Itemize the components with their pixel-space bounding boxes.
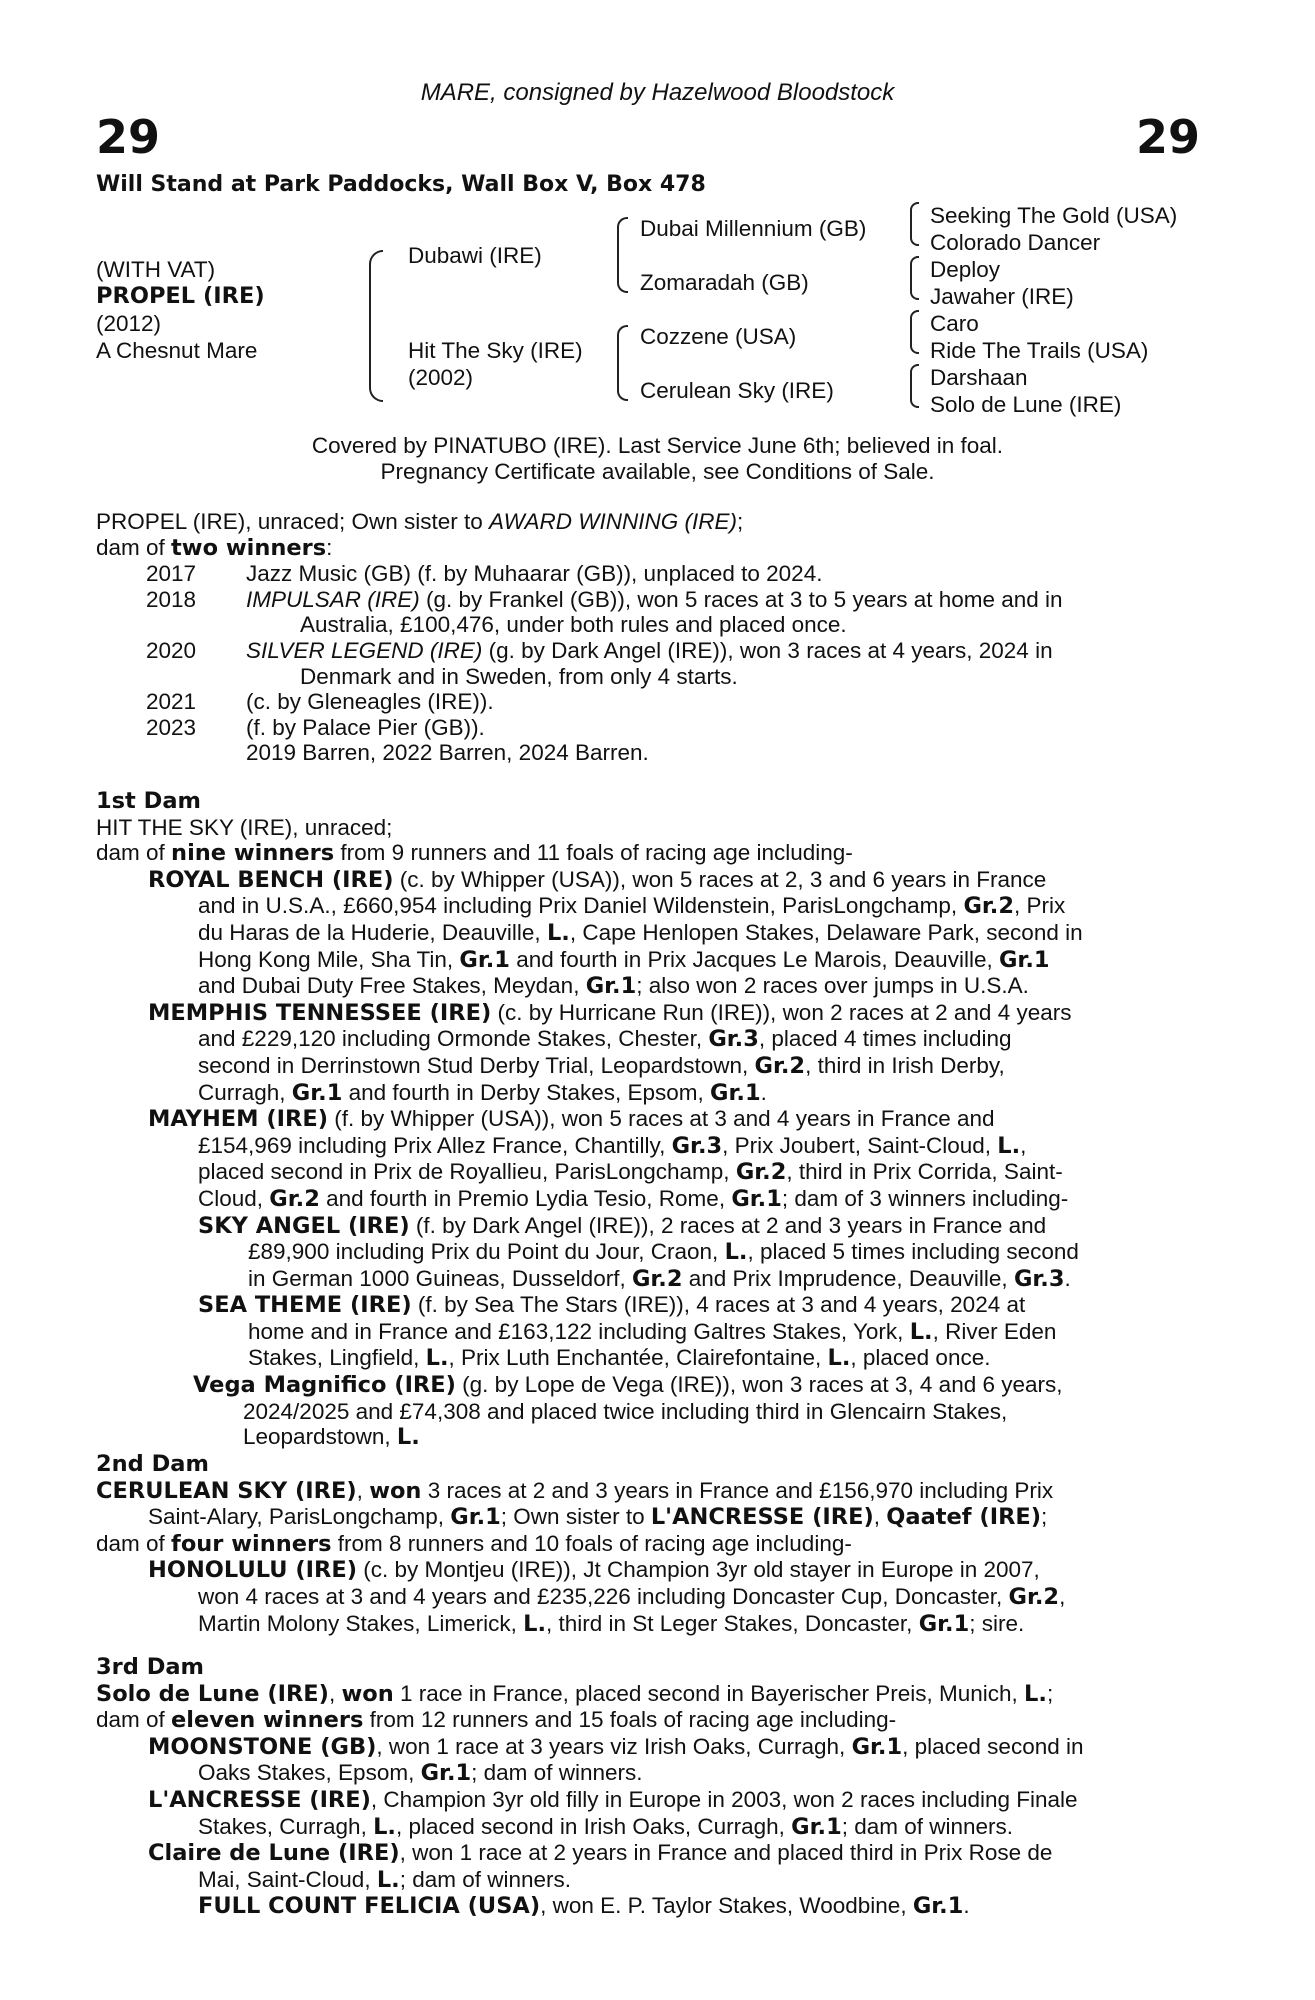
foal-2020: 2020 SILVER LEGEND (IRE) (g. by Dark Angel (IRE)), won 3 races at 4 years, 2024 in: [146, 637, 1053, 663]
propel-section: [96, 509, 1206, 766]
first-dam-line-1: HIT THE SKY (IRE), unraced;: [96, 814, 393, 840]
horse-description: A Chesnut Mare: [96, 338, 258, 363]
foal-2023: 2023 (f. by Palace Pier (GB)).: [146, 714, 485, 740]
third-dam-heading: 3rd Dam: [96, 1654, 204, 1680]
second-dam-line-2: Saint-Alary, ParisLongchamp, Gr.1; Own sister to L'ANCRESSE (IRE), Qaatef (IRE);: [148, 1504, 1048, 1531]
third-dam-section: 3rd Dam Solo de Lune (IRE), won 1 race in France, placed second in Bayerischer Preis, Munich, L.; dam of eleven winners from 12 runners and 15 foals of racing age including- MOONSTONE (GB), won 1 race at 3 years viz Irish Oaks, Curragh, Gr.1, placed second in Oaks Stakes, Epsom, Gr.1; dam of winners. L'ANCRESSE (IRE), Champion 3yr old filly in Europe in 2003, won 2 races including Finale Stakes, Curragh, L., placed second in Irish Oaks, Curragh, Gr.1; dam of winners. Claire de Lune (IRE), won 1 race at 2 years in France and placed third in Prix Rose de Mai, Saint-Cloud, L.; dam of winners. FULL COUNT FELICIA (USA), won E. P. Taylor Stakes, Woodbine, Gr.1.: [96, 1655, 1206, 1920]
foal-2020-cont: Denmark and in Sweden, from only 4 starts.: [300, 663, 738, 689]
ggp-2: Colorado Dancer: [930, 230, 1101, 255]
ggp-3: Deploy: [930, 257, 1001, 282]
covered-line-2: Pregnancy Certificate available, see Conditions of Sale.: [380, 458, 935, 484]
lot-number-right: 29: [1135, 110, 1200, 164]
foal-2018-cont: Australia, £100,476, under both rules and placed once.: [300, 612, 847, 638]
sire: Dubawi (IRE): [408, 243, 542, 268]
propel-line-1: PROPEL (IRE), unraced; Own sister to AWARD WINNING (IRE);: [96, 509, 744, 534]
consignor-line: MARE, consigned by Hazelwood Bloodstock: [420, 79, 895, 106]
third-dam-line-2: dam of eleven winners from 12 runners and 15 foals of racing age including-: [96, 1707, 897, 1734]
ggp-4: Jawaher (IRE): [930, 284, 1074, 309]
foal-2018: 2018 IMPULSAR (IRE) (g. by Frankel (GB)), won 5 races at 3 to 5 years at home and in: [146, 586, 1063, 612]
claire-de-lune-entry: Claire de Lune (IRE), won 1 race at 2 years in France and placed third in Prix Rose de: [148, 1840, 1053, 1867]
covered-line-1: Covered by PINATUBO (IRE). Last Service June 6th; believed in foal.: [311, 433, 1004, 458]
covered-note: [0, 433, 1315, 484]
lot-number-left: 29: [96, 110, 161, 164]
gg-brace-1: [910, 202, 919, 246]
sire-brace: [617, 217, 628, 293]
ggp-8: Solo de Lune (IRE): [930, 392, 1122, 417]
moonstone-entry: MOONSTONE (GB), won 1 race at 3 years viz Irish Oaks, Curragh, Gr.1, placed second in: [148, 1733, 1084, 1760]
barren-years: 2019 Barren, 2022 Barren, 2024 Barren.: [246, 740, 649, 766]
gg-brace-3: [910, 310, 919, 354]
propel-line-2: dam of two winners:: [96, 534, 333, 561]
lancresse-entry: L'ANCRESSE (IRE), Champion 3yr old filly in Europe in 2003, won 2 races including Finale: [148, 1786, 1078, 1813]
horse-year: (2012): [96, 311, 162, 336]
ggp-5: Caro: [930, 311, 979, 336]
honolulu-entry: HONOLULU (IRE) (c. by Montjeu (IRE)), Jt Champion 3yr old stayer in Europe in 2007,: [148, 1557, 1040, 1584]
full-count-felicia-entry: FULL COUNT FELICIA (USA), won E. P. Taylor Stakes, Woodbine, Gr.1.: [198, 1893, 970, 1920]
foal-2017: 2017 Jazz Music (GB) (f. by Muhaarar (GB)), unplaced to 2024.: [146, 561, 823, 587]
sea-theme-entry: SEA THEME (IRE) (f. by Sea The Stars (IRE)), 4 races at 3 and 4 years, 2024 at: [198, 1292, 1026, 1319]
second-dam-line-1: CERULEAN SKY (IRE), won 3 races at 2 and 3 years in France and £156,970 including Prix: [96, 1477, 1054, 1504]
sire-dam: Zomaradah (GB): [640, 270, 809, 295]
vega-magnifico-entry: Vega Magnifico (IRE) (g. by Lope de Vega (IRE)), won 3 races at 3, 4 and 6 years,: [193, 1372, 1063, 1399]
first-dam-heading: 1st Dam: [96, 788, 201, 814]
sire-sire: Dubai Millennium (GB): [640, 216, 867, 241]
vat-label: (WITH VAT): [96, 257, 216, 282]
sky-angel-entry: SKY ANGEL (IRE) (f. by Dark Angel (IRE)), 2 races at 2 and 3 years in France and: [198, 1212, 1047, 1239]
first-dam-line-2: dam of nine winners from 9 runners and 11 foals of racing age including-: [96, 840, 853, 867]
foal-2021: 2021 (c. by Gleneagles (IRE)).: [146, 689, 494, 715]
second-dam-section: 2nd Dam CERULEAN SKY (IRE), won 3 races at 2 and 3 years in France and £156,970 including Prix Saint-Alary, ParisLongchamp, Gr.1; Own sister to L'ANCRESSE (IRE), Qaatef (IRE); dam of four winners from 8 runners and 10 foals of racing age including- HONOLULU (IRE) (c. by Montjeu (IRE)), Jt Champion 3yr old stayer in Europe in 2007, won 4 races at 3 and 4 years and £235,226 including Doncaster Cup, Doncaster, Gr.2, Martin Molony Stakes, Limerick, L., third in St Leger Stakes, Doncaster, Gr.1; sire.: [96, 1452, 1206, 1637]
third-dam-line-1: Solo de Lune (IRE), won 1 race in France, placed second in Bayerischer Preis, Munich, L.;: [96, 1680, 1054, 1707]
ggp-7: Darshaan: [930, 365, 1028, 390]
dam-year: (2002): [408, 365, 474, 390]
second-dam-line-3: dam of four winners from 8 runners and 10 foals of racing age including-: [96, 1530, 852, 1557]
gg-brace-2: [910, 256, 919, 300]
dam-brace: [617, 325, 628, 401]
mayhem-entry: MAYHEM (IRE) (f. by Whipper (USA)), won 5 races at 3 and 4 years in France and: [148, 1106, 995, 1133]
memphis-tennessee-entry: MEMPHIS TENNESSEE (IRE) (c. by Hurricane Run (IRE)), won 2 races at 2 and 4 years: [148, 999, 1072, 1026]
gg-brace-4: [910, 364, 919, 408]
first-dam-section: 1st Dam HIT THE SKY (IRE), unraced; dam of nine winners from 9 runners and 11 foals of racing age including- ROYAL BENCH (IRE) (c. by Whipper (USA)), won 5 races at 2, 3 and 6 years in France and in U.S.A., £660,954 including Prix Daniel Wildenstein, ParisLongchamp, Gr.2, Prix du Haras de la Huderie, Deauville, L., Cape Henlopen Stakes, Delaware Park, second in Hong Kong Mile, Sha Tin, Gr.1 and fourth in Prix Jacques Le Marois, Deauville, Gr.1 and Dubai Duty Free Stakes, Meydan, Gr.1; also won 2 races over jumps in U.S.A. MEMPHIS TENNESSEE (IRE) (c. by Hurricane Run (IRE)), won 2 races at 2 and 4 years and £229,120 including Ormonde Stakes, Chester, Gr.3, placed 4 times including second in Derrinstown Stud Derby Trial, Leopardstown, Gr.2, third in Irish Derby, Curragh, Gr.1 and fourth in Derby Stakes, Epsom, Gr.1. MAYHEM (IRE) (f. by Whipper (USA)), won 5 races at 3 and 4 years in France and £154,969 including Prix Allez France, Chantilly, Gr.3, Prix Joubert, Saint-Cloud, L., placed second in Prix de Royallieu, ParisLongchamp, Gr.2, third in Prix Corrida, Saint- Cloud, Gr.2 and fourth in Premio Lydia Tesio, Rome, Gr.1; dam of 3 winners including- SKY ANGEL (IRE) (f. by Dark Angel (IRE)), 2 races at 2 and 3 years in France and £89,900 including Prix du Point du Jour, Craon, L., placed 5 times including second in German 1000 Guineas, Dusseldorf, Gr.2 and Prix Imprudence, Deauville, Gr.3. SEA THEME (IRE) (f. by Sea The Stars (IRE)), 4 races at 3 and 4 years, 2024 at home and in France and £163,122 including Galtres Stakes, York, L., River Eden Stakes, Lingfield, L., Prix Luth Enchantée, Clairefontaine, L., placed once. Vega Magnifico (IRE) (g. by Lope de Vega (IRE)), won 3 races at 3, 4 and 6 years, 2024/2025 and £74,308 and placed twice including third in Glencairn Stakes, Leopardstown, L.: [96, 789, 1206, 1451]
horse-name: PROPEL (IRE): [96, 283, 265, 309]
second-dam-heading: 2nd Dam: [96, 1451, 209, 1477]
royal-bench-entry: ROYAL BENCH (IRE) (c. by Whipper (USA)), won 5 races at 2, 3 and 6 years in France: [148, 866, 1047, 893]
pedigree-main-brace: [369, 250, 383, 402]
ggp-1: Seeking The Gold (USA): [930, 203, 1178, 228]
dam-sire: Cozzene (USA): [640, 324, 797, 349]
dam: Hit The Sky (IRE): [408, 338, 583, 363]
stand-location: Will Stand at Park Paddocks, Wall Box V, Box 478: [96, 172, 706, 197]
dam-dam: Cerulean Sky (IRE): [640, 378, 834, 403]
ggp-6: Ride The Trails (USA): [930, 338, 1149, 363]
